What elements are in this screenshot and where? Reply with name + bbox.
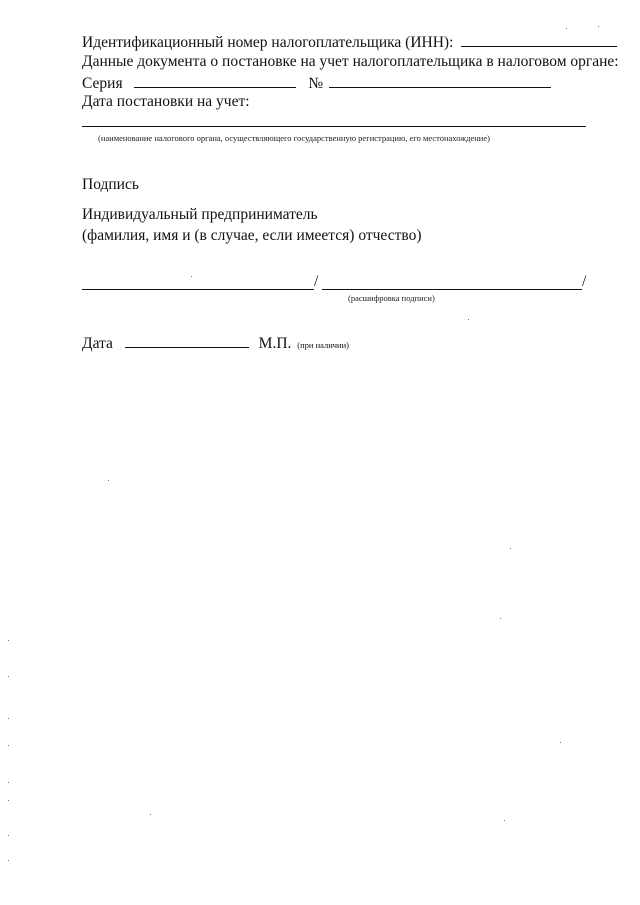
signature-decoding-field[interactable] <box>322 289 582 290</box>
seal-note: (при наличии) <box>297 340 349 350</box>
number-field[interactable] <box>329 73 551 88</box>
series-label: Серия <box>82 75 123 92</box>
tax-authority-field[interactable] <box>82 126 586 127</box>
registration-date-label: Дата постановки на учет: <box>82 93 250 110</box>
date-field[interactable] <box>125 333 249 348</box>
inn-field[interactable] <box>461 32 617 47</box>
date-seal-row <box>82 333 349 354</box>
registration-doc-label: Данные документа о постановке на учет налогоплательщика в налоговом органе: <box>82 53 619 70</box>
signature-field[interactable] <box>82 289 314 290</box>
signature-separator: / <box>314 273 319 290</box>
signature-decoding-caption: (расшифровка подписи) <box>348 293 435 303</box>
entrepreneur-label: Индивидуальный предприниматель <box>82 206 318 223</box>
full-name-hint: (фамилия, имя и (в случае, если имеется) отчество) <box>82 227 422 244</box>
number-label: № <box>308 75 324 92</box>
signature-end-separator: / <box>582 273 587 290</box>
series-number-row <box>82 73 551 93</box>
series-field[interactable] <box>134 73 296 88</box>
tax-authority-caption: (наименование налогового органа, осуществляющего государственную регистрацию, его местонахождение) <box>98 133 490 143</box>
seal-label: М.П. <box>258 335 292 352</box>
signature-heading: Подпись <box>82 176 139 193</box>
date-label: Дата <box>82 335 113 352</box>
inn-row <box>82 32 617 52</box>
inn-label: Идентификационный номер налогоплательщика (ИНН): <box>82 34 454 51</box>
